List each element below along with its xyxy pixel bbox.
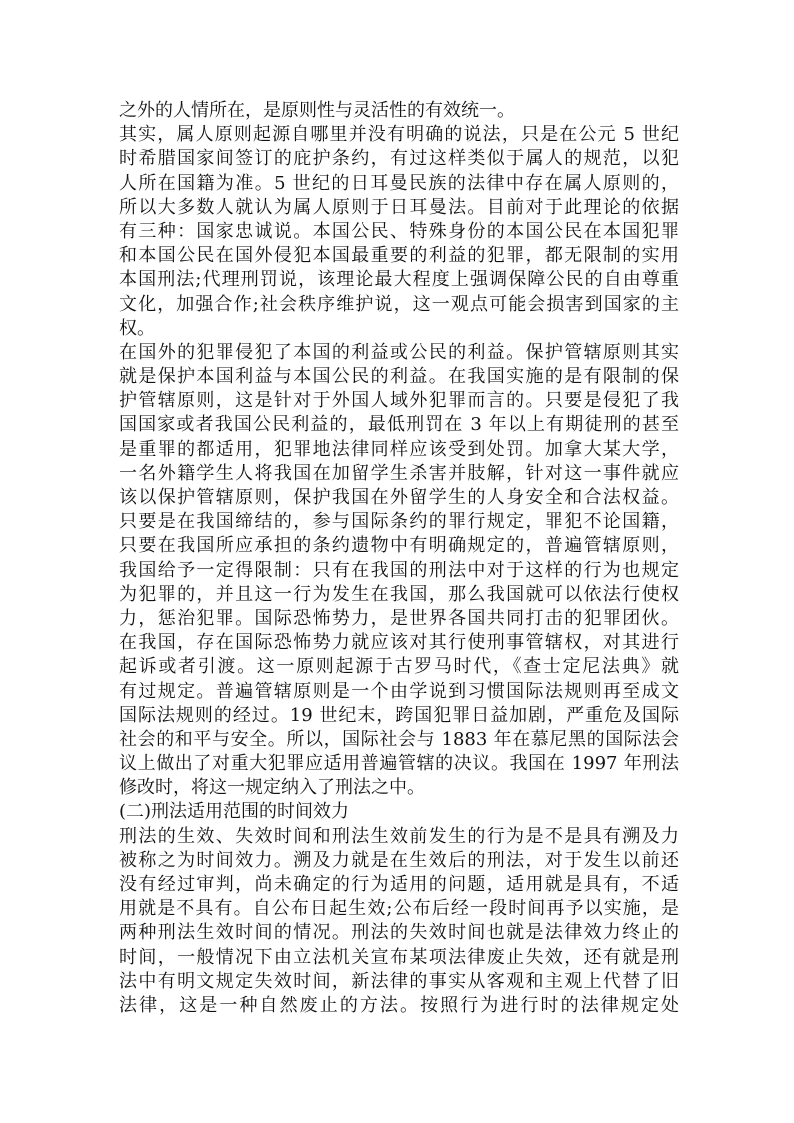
text-line: 该以保护管辖原则，保护我国在外留学生的人身安全和合法权益。 xyxy=(119,487,679,508)
text-line: 起诉或者引渡。这一原则起源于古罗马时代，《查士定尼法典》就 xyxy=(119,656,679,678)
text-line: 就是保护本国利益与本国公民的利益。在我国实施的是有限制的保 xyxy=(119,366,679,388)
text-line: 议上做出了对重大犯罪应适用普遍管辖的决议。我国在 1997 年刑法 xyxy=(119,753,679,775)
text-line: 有过规定。普遍管辖原则是一个由学说到习惯国际法规则再至成文 xyxy=(119,680,679,702)
text-line: 和本国公民在国外侵犯本国最重要的利益的犯罪，都无限制的实用 xyxy=(119,245,679,267)
text-line: 护管辖原则，这是针对于外国人域外犯罪而言的。只要是侵犯了我 xyxy=(119,390,679,412)
text-line: 所以大多数人就认为属人原则于日耳曼法。目前对于此理论的依据 xyxy=(119,196,679,218)
text-line: 有三种：国家忠诚说。本国公民、特殊身份的本国公民在本国犯罪 xyxy=(119,220,679,242)
text-line: 刑法的生效、失效时间和刑法生效前发生的行为是不是具有溯及力 xyxy=(119,825,679,847)
text-line: 用就是不具有。自公布日起生效;公布后经一段时间再予以实施，是 xyxy=(119,898,679,920)
text-line: 国国家或者我国公民利益的，最低刑罚在 3 年以上有期徒刑的甚至 xyxy=(119,414,679,436)
text-line: 之外的人情所在，是原则性与灵活性的有效统一。 xyxy=(119,100,515,121)
text-line: 本国刑法;代理刑罚说，该理论最大程度上强调保障公民的自由尊重 xyxy=(119,269,679,291)
text-line: 社会的和平与安全。所以，国际社会与 1883 年在慕尼黑的国际法会 xyxy=(119,728,679,750)
text-line: 法中有明文规定失效时间，新法律的事实从客观和主观上代替了旧 xyxy=(119,970,679,992)
text-line: 其实，属人原则起源自哪里并没有明确的说法，只是在公元 5 世纪 xyxy=(119,124,679,146)
text-line: 权。 xyxy=(119,317,155,339)
section-heading: (二)刑法适用范围的时间效力 xyxy=(119,801,350,823)
text-line: 是重罪的都适用，犯罪地法律同样应该受到处罚。加拿大某大学， xyxy=(119,438,679,460)
text-line: 两种刑法生效时间的情况。刑法的失效时间也就是法律效力终止的 xyxy=(119,922,679,944)
text-line: 力，惩治犯罪。国际恐怖势力，是世界各国共同打击的犯罪团伙。 xyxy=(119,607,679,629)
text-line: 为犯罪的，并且这一行为发生在我国，那么我国就可以依法行使权 xyxy=(119,583,679,605)
text-line: 在国外的犯罪侵犯了本国的利益或公民的利益。保护管辖原则其实 xyxy=(119,341,679,363)
text-line: 没有经过审判，尚未确定的行为适用的问题，适用就是具有，不适 xyxy=(119,874,679,895)
text-line: 只要在我国所应承担的条约遗物中有明确规定的，普遍管辖原则， xyxy=(119,535,679,557)
text-line: 一名外籍学生人将我国在加留学生杀害并肢解，针对这一事件就应 xyxy=(119,462,679,484)
text-line: 我国给予一定得限制：只有在我国的刑法中对于这样的行为也规定 xyxy=(119,559,679,581)
text-line: 时间，一般情况下由立法机关宣布某项法律废止失效，还有就是刑 xyxy=(119,946,679,968)
text-line: 在我国，存在国际恐怖势力就应该对其行使刑事管辖权，对其进行 xyxy=(119,632,679,654)
body-text xyxy=(119,99,679,1018)
text-line: 被称之为时间效力。溯及力就是在生效后的刑法，对于发生以前还 xyxy=(119,849,679,871)
text-line: 人所在国籍为准。5 世纪的日耳曼民族的法律中存在属人原则的， xyxy=(119,172,679,194)
text-line: 文化，加强合作;社会秩序维护说，这一观点可能会损害到国家的主 xyxy=(119,293,679,315)
text-line: 时希腊国家间签订的庇护条约，有过这样类似于属人的规范，以犯 xyxy=(119,148,679,170)
text-line: 国际法规则的经过。19 世纪末，跨国犯罪日益加剧，严重危及国际 xyxy=(119,704,679,726)
text-line: 法律，这是一种自然废止的方法。按照行为进行时的法律规定处 xyxy=(119,994,679,1016)
text-line: 只要是在我国缔结的，参与国际条约的罪行规定，罪犯不论国籍， xyxy=(119,511,679,533)
text-line: 修改时，将这一规定纳入了刑法之中。 xyxy=(119,777,425,799)
